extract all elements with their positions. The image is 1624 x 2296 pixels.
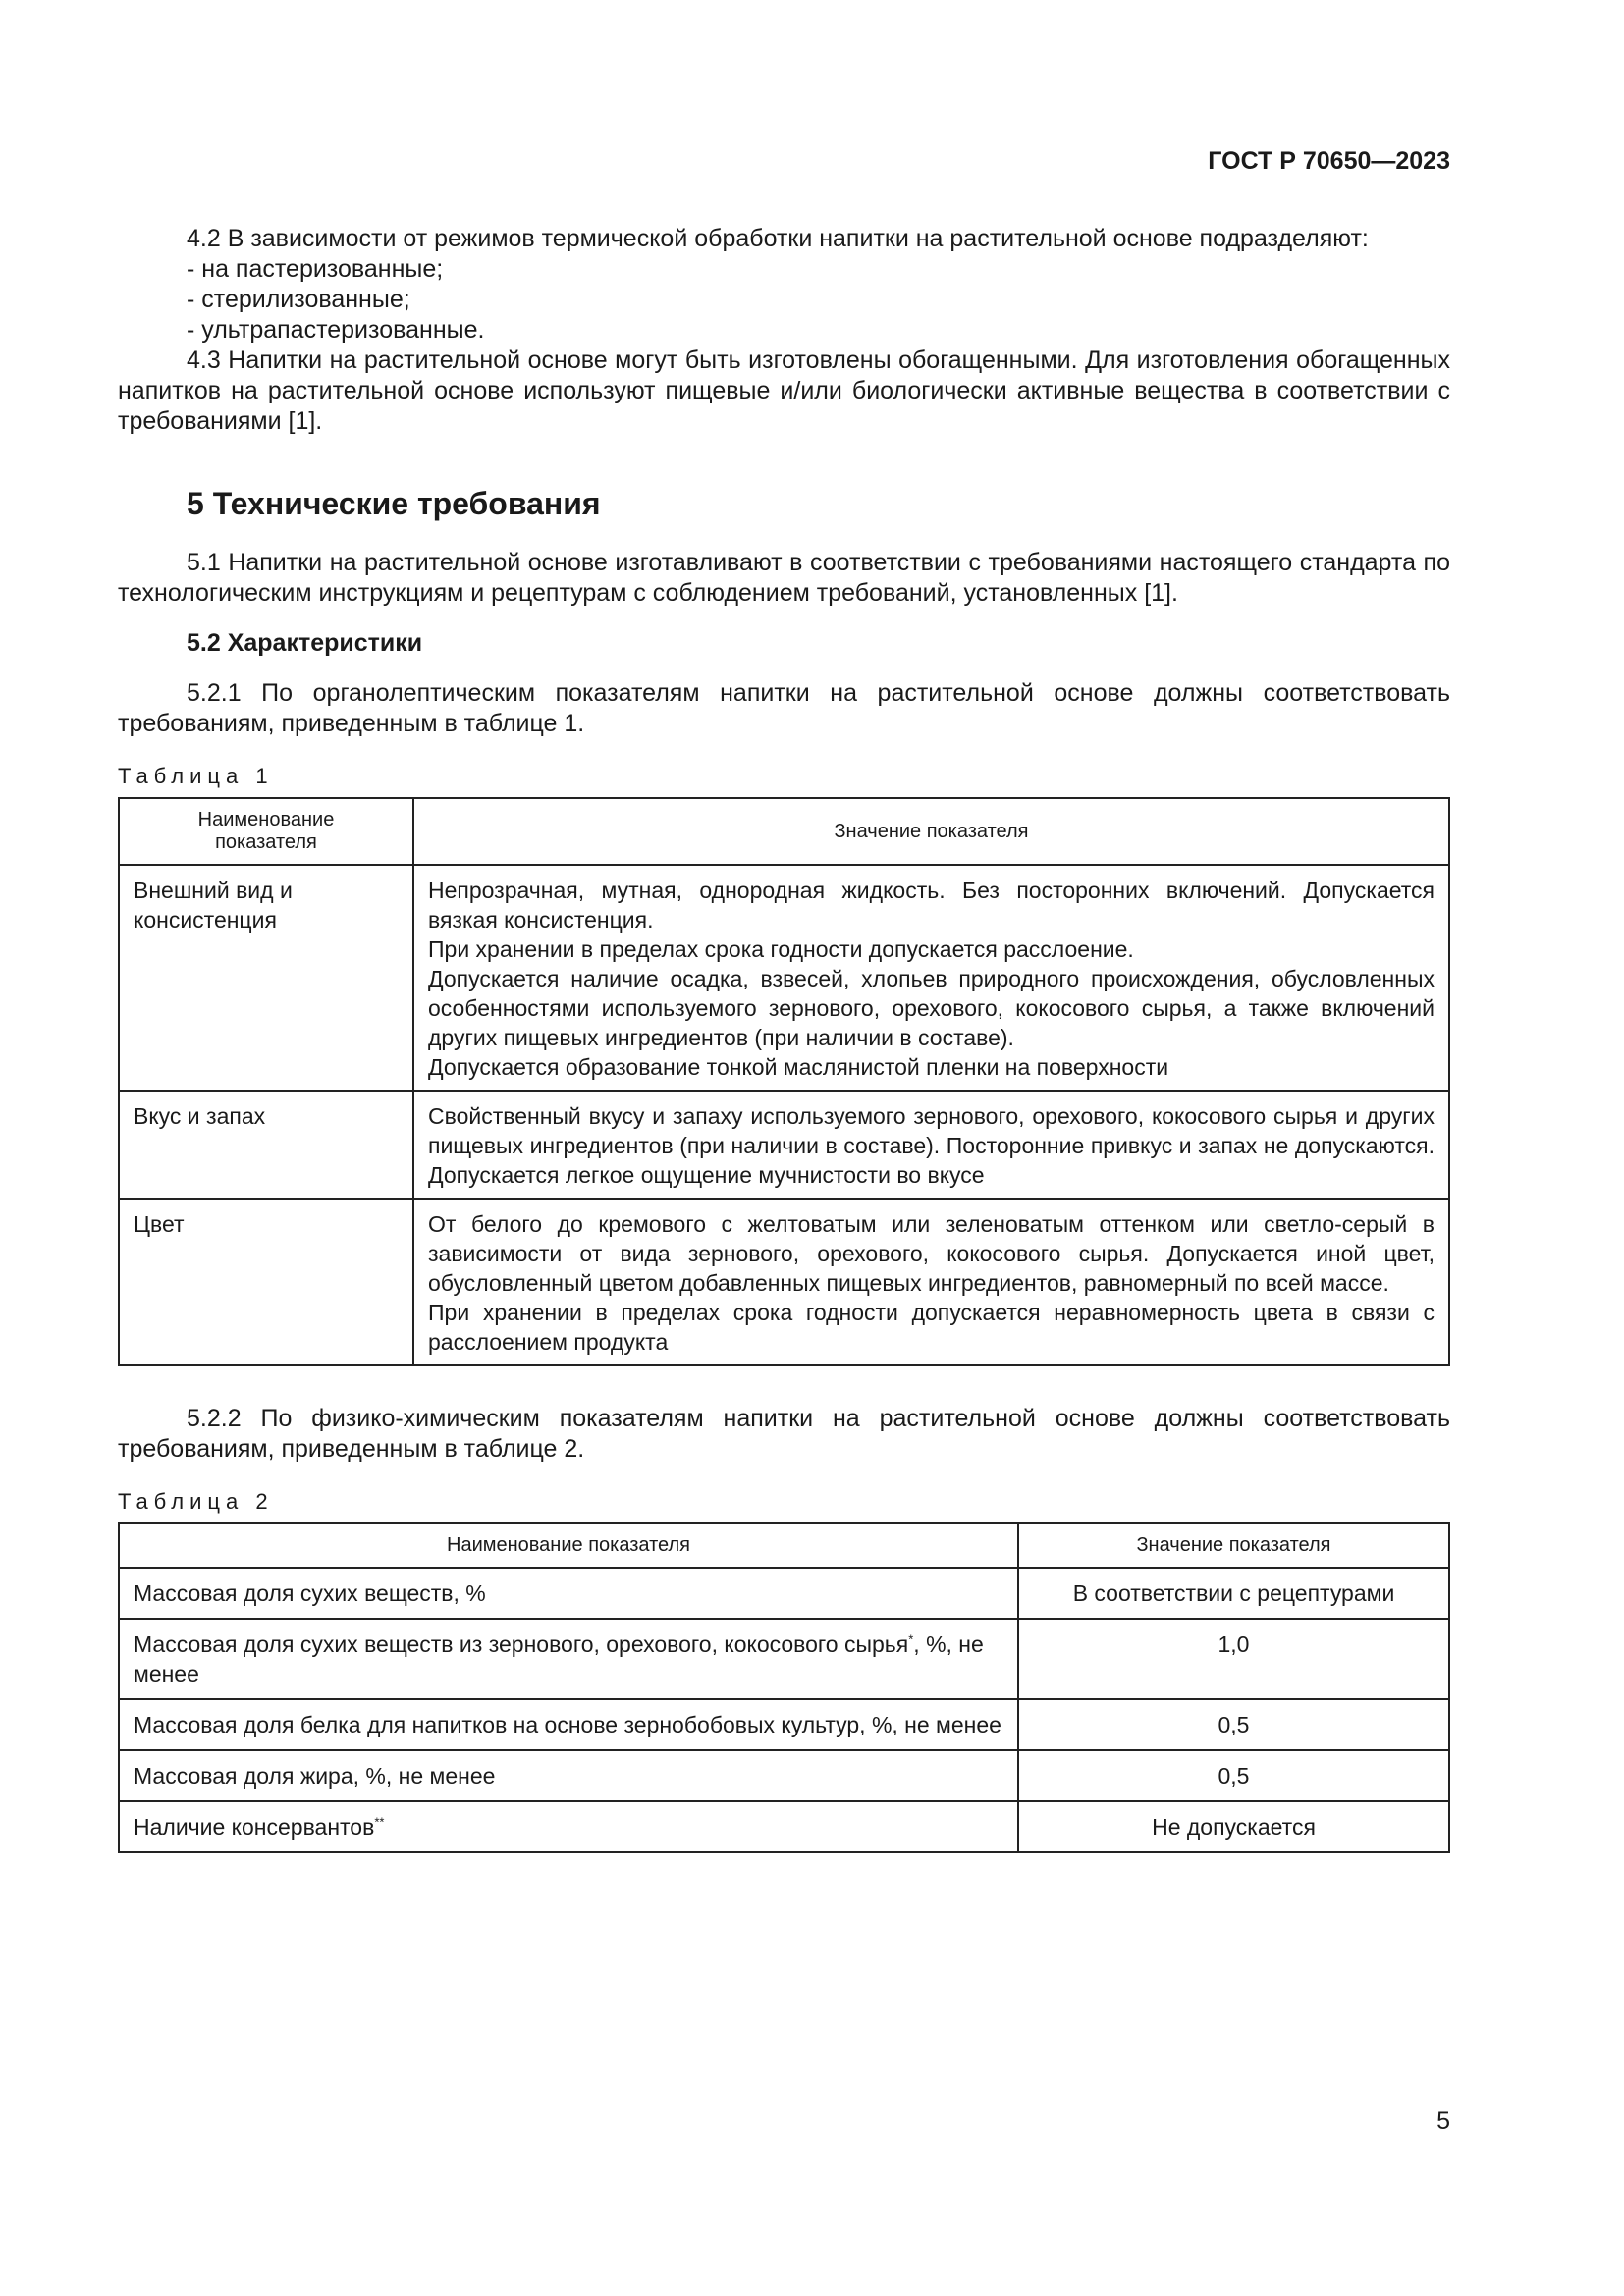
value-line: При хранении в пределах срока годности допускается расслоение. xyxy=(428,936,1134,962)
table-row xyxy=(119,1619,1449,1699)
indicator-name: Внешний вид и консистенция xyxy=(119,865,413,1091)
indicator-value xyxy=(413,1199,1449,1365)
indicator-name: Массовая доля жира, %, не менее xyxy=(119,1750,1018,1801)
list-item: - на пастеризованные; xyxy=(187,255,444,283)
indicator-name: Цвет xyxy=(119,1199,413,1365)
value-line: От белого до кремового с желтоватым или зеленоватым оттенком или светло-серый в зависимости от вида зернового, орехового, кокосового сырья. Допускается иной цвет, обусловленный цветом добавленных пищевых ингредиентов, равномерный по всей массе. xyxy=(428,1211,1435,1296)
indicator-name: Массовая доля сухих веществ, % xyxy=(119,1568,1018,1619)
indicator-value xyxy=(413,1091,1449,1199)
table-row xyxy=(119,1750,1449,1801)
section-5-title: 5 Технические требования xyxy=(187,486,601,521)
list-item: - стерилизованные; xyxy=(187,286,410,313)
table-1-caption: Таблица 1 xyxy=(118,764,274,788)
indicator-name xyxy=(119,1801,1018,1852)
footnote-mark: * xyxy=(908,1631,914,1647)
column-header: Наименование показателя xyxy=(119,798,413,865)
table-header-row xyxy=(119,1523,1449,1568)
indicator-value: 0,5 xyxy=(1018,1750,1449,1801)
indicator-name-text: Наличие консервантов xyxy=(134,1814,375,1840)
table-row xyxy=(119,1801,1449,1852)
list-item: - ультрапастеризованные. xyxy=(187,316,485,344)
indicator-name-text: Массовая доля сухих веществ из зернового, орехового, кокосового сырья xyxy=(134,1631,909,1657)
table-row xyxy=(119,1199,1449,1365)
page-body xyxy=(118,224,1450,1853)
column-header: Значение показателя xyxy=(1018,1523,1449,1568)
page-number: 5 xyxy=(1436,2108,1450,2135)
paragraph-4-2: 4.2 В зависимости от режимов термической обработки напитки на растительной основе подразделяют: xyxy=(187,225,1369,252)
document-id: ГОСТ Р 70650—2023 xyxy=(1208,147,1450,175)
indicator-value: 0,5 xyxy=(1018,1699,1449,1750)
value-line: Допускается образование тонкой маслянистой пленки на поверхности xyxy=(428,1054,1169,1080)
table-1 xyxy=(118,797,1450,1366)
table-2 xyxy=(118,1522,1450,1853)
table-header-row xyxy=(119,798,1449,865)
indicator-value: Не допускается xyxy=(1018,1801,1449,1852)
indicator-name-tail: , %, не менее xyxy=(134,1631,984,1686)
table-row xyxy=(119,1568,1449,1619)
indicator-value xyxy=(413,865,1449,1091)
paragraph-4-3: 4.3 Напитки на растительной основе могут быть изготовлены обогащенными. Для изготовления обогащенных напитков на растительной основе используют пищевые и/или биологически активные вещества в соответствии с требованиями [1]. xyxy=(118,347,1450,435)
table-2-caption: Таблица 2 xyxy=(118,1489,274,1514)
indicator-value: В соответствии с рецептурами xyxy=(1018,1568,1449,1619)
indicator-name: Вкус и запах xyxy=(119,1091,413,1199)
indicator-name: Массовая доля белка для напитков на основе зернобобовых культур, %, не менее xyxy=(119,1699,1018,1750)
value-line: Допускается наличие осадка, взвесей, хлопьев природного происхождения, обусловленных особенностями используемого зернового, орехового, кокосового сырья, а также включений других пищевых ингредиентов (при наличии в составе). xyxy=(428,966,1435,1050)
column-header: Наименование показателя xyxy=(119,1523,1018,1568)
paragraph-5-2-1: 5.2.1 По органолептическим показателям напитки на растительной основе должны соответствовать требованиям, приведенным в таблице 1. xyxy=(118,679,1450,737)
subsection-5-2-title: 5.2 Характеристики xyxy=(187,629,423,657)
value-line: Свойственный вкусу и запаху используемого зернового, орехового, кокосового сырья и других пищевых ингредиентов (при наличии в составе). Посторонние привкус и запах не допускаются. Допускается легкое ощущение мучнистости во вкусе xyxy=(428,1103,1435,1188)
column-header: Значение показателя xyxy=(413,798,1449,865)
table-row xyxy=(119,1091,1449,1199)
indicator-value: 1,0 xyxy=(1018,1619,1449,1699)
indicator-name xyxy=(119,1619,1018,1699)
paragraph-5-2-2: 5.2.2 По физико-химическим показателям напитки на растительной основе должны соответствовать требованиям, приведенным в таблице 2. xyxy=(118,1405,1450,1463)
table-row xyxy=(119,865,1449,1091)
value-line: При хранении в пределах срока годности допускается неравномерность цвета в связи с расслоением продукта xyxy=(428,1300,1435,1355)
table-row xyxy=(119,1699,1449,1750)
footnote-mark: ** xyxy=(374,1814,385,1830)
paragraph-5-1: 5.1 Напитки на растительной основе изготавливают в соответствии с требованиями настоящего стандарта по технологическим инструкциям и рецептурам с соблюдением требований, установленных [1]. xyxy=(118,549,1450,607)
value-line: Непрозрачная, мутная, однородная жидкость. Без посторонних включений. Допускается вязкая консистенция. xyxy=(428,878,1435,933)
